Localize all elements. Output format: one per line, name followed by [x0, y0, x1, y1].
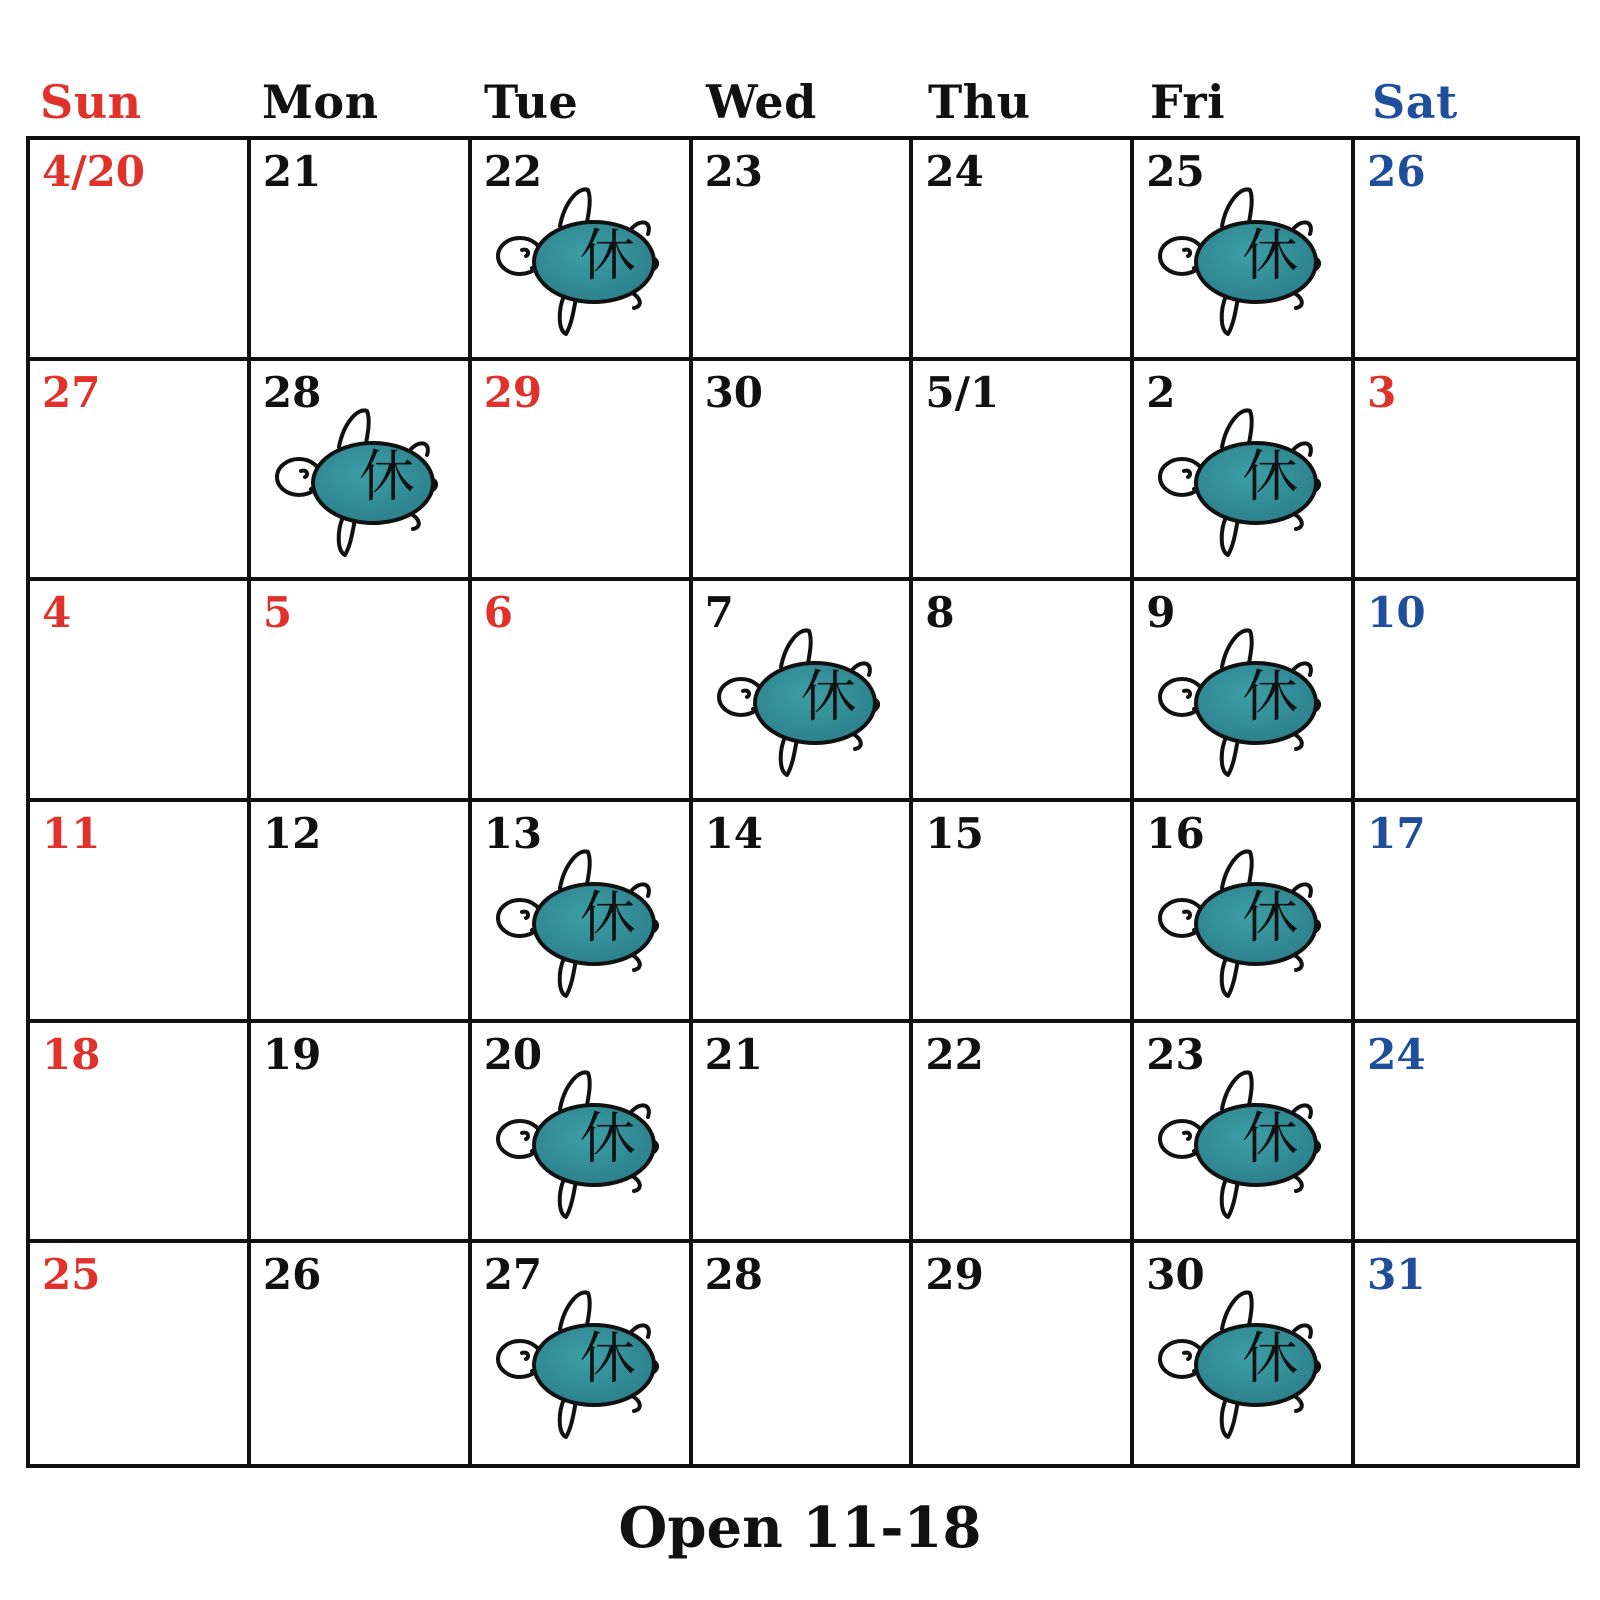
day-number: 27: [42, 367, 101, 417]
closed-day-badge: [1154, 846, 1334, 1006]
closed-day-badge: [271, 405, 451, 565]
day-number: 30: [1146, 1250, 1205, 1300]
day-number: 14: [704, 809, 764, 858]
closed-day-badge: [1154, 1287, 1334, 1447]
day-number: 18: [42, 1029, 101, 1079]
day-cell: [30, 802, 251, 1023]
day-cell: [472, 361, 693, 582]
day-number: 29: [483, 367, 543, 417]
day-number: 28: [262, 367, 322, 417]
day-cell: [1134, 1243, 1355, 1464]
closed-day-badge: [1154, 625, 1334, 785]
day-number: 26: [1367, 147, 1426, 196]
closed-label: 休: [579, 224, 636, 289]
day-cell: [1355, 1243, 1576, 1464]
closed-label: 休: [1242, 1106, 1299, 1172]
day-number: 16: [1146, 809, 1205, 858]
day-number: 7: [704, 588, 734, 638]
closed-label: 休: [1242, 886, 1299, 951]
day-cell: [913, 1243, 1134, 1464]
weekday-sun: Sun: [40, 75, 142, 129]
day-cell: [251, 1023, 472, 1244]
weekday-header: [26, 70, 1580, 134]
day-cell: [1134, 361, 1355, 582]
day-cell: [1134, 1023, 1355, 1244]
day-number: 9: [1146, 588, 1176, 638]
day-cell: [251, 802, 472, 1023]
day-number: 19: [262, 1029, 322, 1079]
day-number: 27: [483, 1250, 543, 1300]
weekday-mon: Mon: [262, 75, 379, 129]
day-number: 4: [42, 588, 72, 638]
closed-day-badge: [1154, 184, 1334, 344]
day-cell: [1355, 802, 1576, 1023]
day-number: 5/1: [925, 367, 1000, 417]
day-number: 23: [1146, 1029, 1205, 1079]
day-cell: [693, 1243, 914, 1464]
day-cell: [913, 361, 1134, 582]
day-number: 25: [1146, 147, 1205, 196]
day-number: 20: [483, 1029, 543, 1079]
day-cell: [472, 581, 693, 802]
weekday-wed: Wed: [706, 75, 817, 129]
closed-day-badge: [1154, 405, 1334, 565]
calendar-grid: [26, 136, 1580, 1468]
day-number: 26: [262, 1250, 322, 1300]
day-cell: [472, 1023, 693, 1244]
day-number: 4/20: [42, 147, 146, 196]
day-cell: [30, 581, 251, 802]
day-cell: [693, 581, 914, 802]
day-number: 21: [704, 1029, 764, 1079]
day-cell: [30, 1243, 251, 1464]
day-number: 24: [925, 147, 984, 196]
closed-day-badge: [492, 1067, 672, 1227]
day-number: 12: [262, 809, 322, 858]
day-cell: [1355, 1023, 1576, 1244]
day-cell: [251, 361, 472, 582]
day-number: 10: [1367, 588, 1426, 638]
day-cell: [251, 140, 472, 361]
day-number: 22: [925, 1029, 984, 1079]
closed-day-badge: [713, 625, 893, 785]
closed-day-badge: [492, 184, 672, 344]
closed-label: 休: [1242, 444, 1299, 510]
closed-day-badge: [1154, 1067, 1334, 1227]
day-number: 24: [1367, 1029, 1426, 1079]
day-cell: [30, 361, 251, 582]
day-number: 25: [42, 1250, 101, 1300]
day-number: 3: [1367, 367, 1397, 417]
day-cell: [472, 802, 693, 1023]
day-cell: [693, 802, 914, 1023]
day-cell: [913, 581, 1134, 802]
day-number: 22: [483, 147, 543, 196]
day-cell: [913, 1023, 1134, 1244]
day-number: 30: [704, 367, 764, 417]
day-number: 28: [704, 1250, 764, 1300]
closed-label: 休: [358, 444, 415, 510]
day-number: 6: [483, 588, 513, 638]
day-number: 31: [1367, 1250, 1426, 1300]
opening-hours: Open 11-18: [618, 1495, 982, 1561]
day-number: 13: [483, 809, 543, 858]
day-number: 17: [1367, 809, 1426, 858]
weekday-thu: Thu: [928, 75, 1031, 129]
weekday-sat: Sat: [1372, 75, 1458, 129]
day-number: 29: [925, 1250, 984, 1300]
day-number: 8: [925, 588, 955, 638]
day-number: 21: [262, 147, 322, 196]
closed-label: 休: [1242, 1327, 1299, 1393]
day-number: 15: [925, 809, 984, 858]
day-cell: [30, 1023, 251, 1244]
closed-label: 休: [579, 886, 636, 951]
day-cell: [251, 1243, 472, 1464]
day-cell: [913, 802, 1134, 1023]
day-cell: [1134, 581, 1355, 802]
day-cell: [30, 140, 251, 361]
closed-label: 休: [579, 1106, 636, 1172]
day-cell: [1355, 581, 1576, 802]
day-cell: [693, 1023, 914, 1244]
closed-label: 休: [800, 665, 857, 731]
closed-label: 休: [1242, 665, 1299, 731]
day-cell: [472, 140, 693, 361]
day-number: 23: [704, 147, 764, 196]
day-number: 5: [262, 588, 293, 638]
day-cell: [1134, 802, 1355, 1023]
weekday-fri: Fri: [1150, 75, 1226, 129]
day-cell: [1355, 140, 1576, 361]
closed-label: 休: [579, 1327, 636, 1393]
closed-day-badge: [492, 846, 672, 1006]
closed-day-badge: [492, 1287, 672, 1447]
day-cell: [251, 581, 472, 802]
day-cell: [1355, 361, 1576, 582]
day-cell: [693, 361, 914, 582]
closed-label: 休: [1242, 224, 1299, 289]
day-number: 2: [1146, 367, 1176, 417]
weekday-tue: Tue: [484, 75, 579, 129]
day-cell: [472, 1243, 693, 1464]
day-cell: [693, 140, 914, 361]
day-cell: [913, 140, 1134, 361]
day-cell: [1134, 140, 1355, 361]
day-number: 11: [42, 809, 101, 858]
